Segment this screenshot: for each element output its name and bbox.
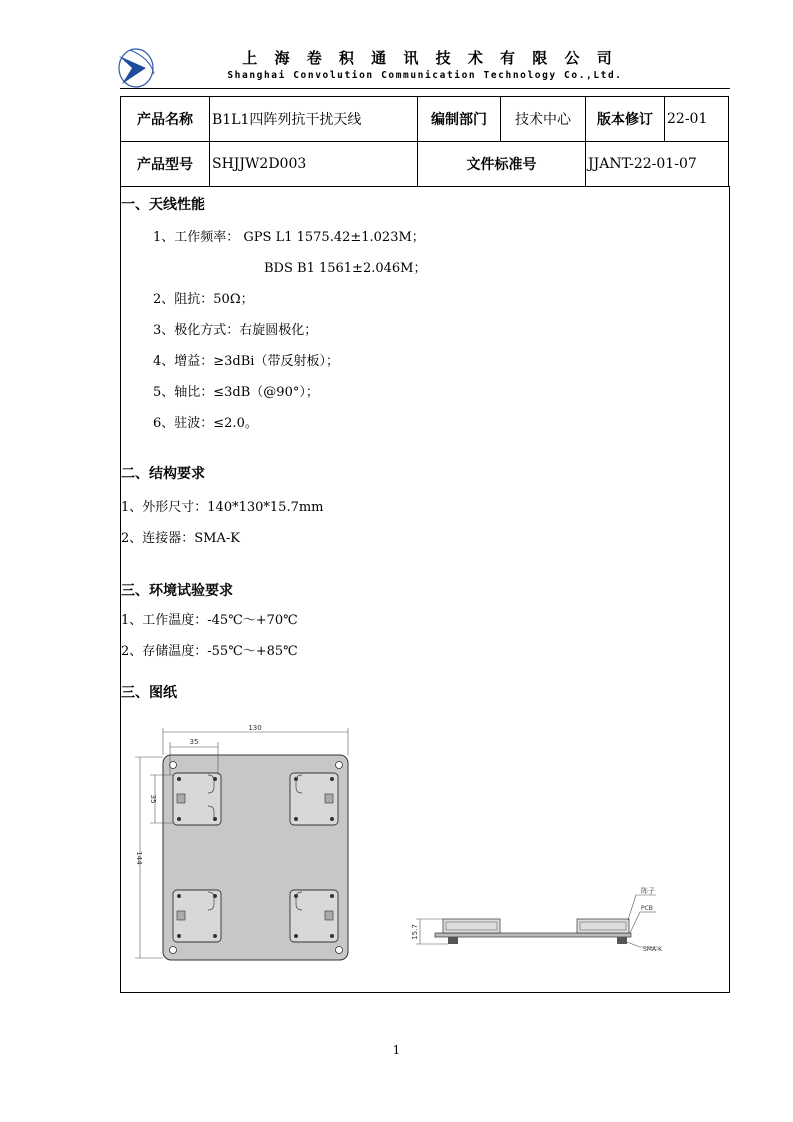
antenna-element [290, 890, 338, 942]
doc-no-label: 文件标准号 [418, 142, 586, 187]
antenna-side-view [411, 886, 663, 953]
header-divider [120, 88, 730, 89]
section-title-drawing: 三、图纸 [121, 685, 177, 701]
spec-line: BDS B1 1561±2.046M； [264, 261, 427, 276]
spec-line: 2、存储温度：-55℃～+85℃ [121, 644, 298, 659]
section-title-environment: 三、环境试验要求 [121, 583, 233, 599]
label-connector: SMA-K [643, 946, 663, 953]
revision-value: 22-01 [665, 97, 729, 142]
spec-line: 3、极化方式：右旋圆极化； [153, 323, 318, 338]
spec-line: 2、阻抗：50Ω； [153, 292, 254, 307]
antenna-element [173, 773, 221, 825]
dim-pitch-x: 35 [189, 738, 199, 746]
table-row [121, 142, 729, 187]
dim-width: 130 [248, 724, 262, 732]
table-row [121, 97, 729, 142]
company-logo-icon [116, 44, 158, 90]
section-title-structure: 二、结构要求 [121, 466, 205, 482]
dept-label: 编制部门 [418, 97, 501, 142]
antenna-drawing [130, 720, 690, 970]
label-element: 阵子 [641, 887, 655, 895]
antenna-element [290, 773, 338, 825]
model-value: SHJJW2D003 [210, 142, 418, 187]
product-info-table [120, 96, 729, 187]
dept-value: 技术中心 [501, 97, 586, 142]
page-number: 1 [392, 1043, 401, 1057]
model-label: 产品型号 [121, 142, 210, 187]
spec-line: 1、工作温度：-45℃～+70℃ [121, 613, 298, 628]
product-name-label: 产品名称 [121, 97, 210, 142]
spec-line: 4、增益：≥3dBi（带反射板）； [153, 354, 339, 369]
section-title-performance: 一、天线性能 [121, 197, 205, 213]
label-pcb: PCB [641, 905, 653, 912]
company-name-en: Shanghai Convolution Communication Technology Co.,Ltd. [227, 70, 623, 81]
product-name-value: B1L1四阵列抗干扰天线 [210, 97, 418, 142]
company-name-cn: 上 海 卷 积 通 讯 技 术 有 限 公 司 [242, 49, 618, 67]
spec-line: 2、连接器：SMA-K [121, 531, 240, 546]
spec-line: 1、工作频率： GPS L1 1575.42±1.023M； [153, 230, 425, 245]
spec-line: 5、轴比：≤3dB（@90°）； [153, 385, 319, 400]
spec-line: 6、驻波：≤2.0。 [153, 416, 258, 431]
dim-thickness: 15.7 [411, 924, 419, 940]
revision-label: 版本修订 [586, 97, 665, 142]
dim-pitch-y: 35 [149, 794, 157, 804]
antenna-top-view [135, 724, 348, 960]
dim-height: 144 [135, 851, 143, 865]
spec-line: 1、外形尺寸：140*130*15.7mm [121, 500, 324, 515]
doc-no-value: JJANT-22-01-07 [586, 142, 729, 187]
antenna-element [173, 890, 221, 942]
